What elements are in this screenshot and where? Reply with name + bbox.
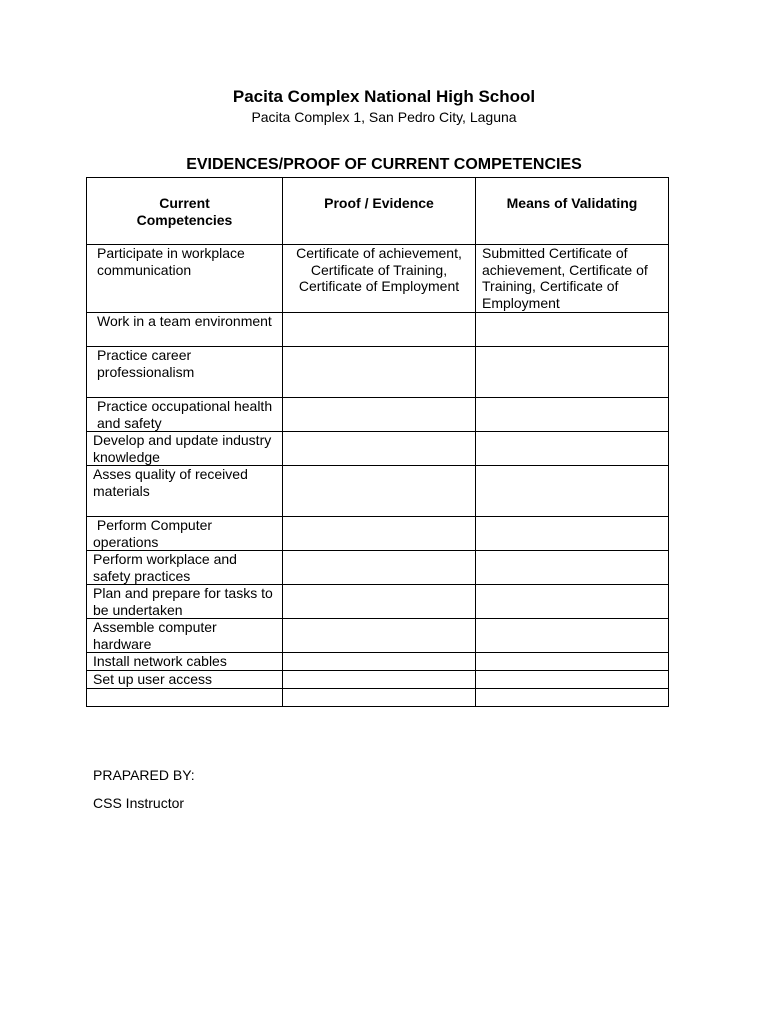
- competency-cell: Practice career professionalism: [87, 347, 283, 398]
- means-cell: [476, 653, 669, 671]
- competency-cell: Asses quality of received materials: [87, 466, 283, 517]
- prepared-by-name: CSS Instructor: [93, 795, 185, 811]
- table-row: [87, 517, 669, 551]
- competency-cell: Develop and update industry knowledge: [87, 432, 283, 466]
- column-header-competencies: [87, 178, 283, 245]
- column-header-proof: Proof / Evidence: [283, 178, 476, 245]
- means-cell: [476, 551, 669, 585]
- competency-cell: Plan and prepare for tasks to be undertaken: [87, 585, 283, 619]
- means-cell: [476, 689, 669, 707]
- proof-cell: [283, 619, 476, 653]
- means-cell: Submitted Certificate of achievement, Certificate of Training, Certificate of Employment: [476, 245, 669, 313]
- proof-cell: [283, 517, 476, 551]
- document-title: EVIDENCES/PROOF OF CURRENT COMPETENCIES: [186, 156, 582, 173]
- school-address: Pacita Complex 1, San Pedro City, Laguna: [251, 109, 517, 125]
- table-row: [87, 551, 669, 585]
- competency-cell: [87, 689, 283, 707]
- table-row: [87, 466, 669, 517]
- table-row: [87, 313, 669, 347]
- proof-cell: [283, 347, 476, 398]
- column-header-competencies-label: Current Competencies: [136, 195, 233, 228]
- table-row: [87, 689, 669, 707]
- means-cell: [476, 671, 669, 689]
- competency-cell: [87, 517, 283, 551]
- prepared-by-label: PRAPARED BY:: [93, 767, 195, 783]
- proof-cell: [283, 585, 476, 619]
- proof-cell: [283, 551, 476, 585]
- proof-cell: [283, 689, 476, 707]
- table-row: [87, 432, 669, 466]
- table-row: [87, 653, 669, 671]
- column-header-means: Means of Validating: [476, 178, 669, 245]
- table-row: [87, 245, 669, 313]
- competency-cell: Practice occupational health and safety: [87, 398, 283, 432]
- means-cell: [476, 347, 669, 398]
- means-cell: [476, 313, 669, 347]
- competency-cell-text: Perform Computer operations: [93, 517, 213, 550]
- proof-cell: [283, 671, 476, 689]
- means-cell: [476, 619, 669, 653]
- table-row: [87, 671, 669, 689]
- table-row: [87, 398, 669, 432]
- competency-cell: Set up user access: [87, 671, 283, 689]
- means-cell: [476, 517, 669, 551]
- proof-cell: Certificate of achievement, Certificate of Training, Certificate of Employment: [283, 245, 476, 313]
- competency-cell: Assemble computer hardware: [87, 619, 283, 653]
- table-row: [87, 585, 669, 619]
- means-cell: [476, 585, 669, 619]
- competencies-table: [86, 177, 669, 707]
- table-header-row: [87, 178, 669, 245]
- school-name: Pacita Complex National High School: [232, 87, 536, 106]
- table-row: [87, 619, 669, 653]
- means-cell: [476, 398, 669, 432]
- proof-cell: [283, 653, 476, 671]
- table-row: [87, 347, 669, 398]
- proof-cell: [283, 432, 476, 466]
- proof-cell: [283, 313, 476, 347]
- competency-cell: Install network cables: [87, 653, 283, 671]
- means-cell: [476, 432, 669, 466]
- competency-cell: Work in a team environment: [87, 313, 283, 347]
- competency-cell: Perform workplace and safety practices: [87, 551, 283, 585]
- proof-cell: [283, 398, 476, 432]
- means-cell: [476, 466, 669, 517]
- competency-cell: Participate in workplace communication: [87, 245, 283, 313]
- proof-cell: [283, 466, 476, 517]
